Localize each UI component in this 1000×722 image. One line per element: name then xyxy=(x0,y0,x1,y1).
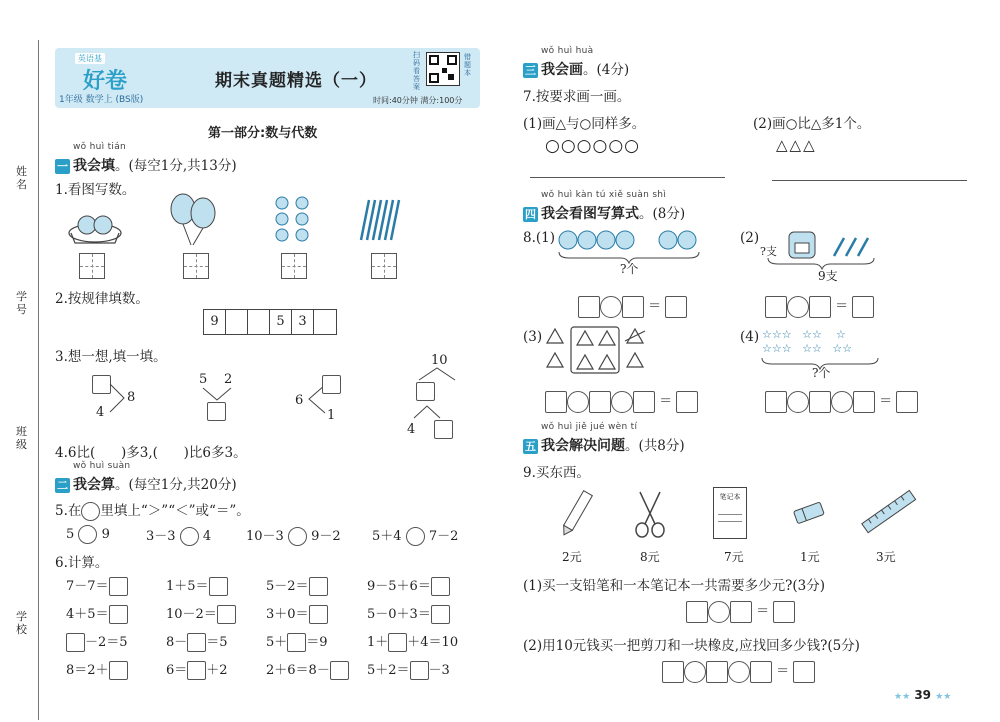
q2-text: 2.按规律填数。 xyxy=(55,291,149,307)
q6-r2-c2: 10－2＝ xyxy=(166,603,236,624)
header-banner xyxy=(55,48,480,108)
q6-answer-box[interactable] xyxy=(66,633,85,652)
binding-line xyxy=(38,40,39,720)
q3-b-box[interactable] xyxy=(207,402,226,421)
price-ruler: 3元 xyxy=(876,550,896,564)
q5-circle-icon xyxy=(81,502,100,521)
eq-circle[interactable] xyxy=(787,391,809,413)
price-eraser: 1元 xyxy=(800,550,820,564)
notebook-icon xyxy=(713,487,747,539)
sec5-heading xyxy=(523,434,685,455)
q7-2-triangles: △△△ xyxy=(776,136,817,154)
q3-b-top2: 2 xyxy=(224,372,233,387)
eq-circle[interactable] xyxy=(708,601,730,623)
q5-item-2: 3－3 4 xyxy=(146,529,212,544)
sec2-pinyin: wǒ huì suàn xyxy=(73,461,131,471)
q7-1-circles: ○○○○○○ xyxy=(545,136,641,156)
q6-r1-c2: 1＋5＝ xyxy=(166,575,228,596)
sec1-heading xyxy=(55,154,237,175)
sec4-num: 四 xyxy=(525,208,536,221)
sec5-note: 。(共8分) xyxy=(625,438,685,454)
eq-circle[interactable] xyxy=(728,661,750,683)
sec1-num: 一 xyxy=(57,160,68,173)
eq-box[interactable] xyxy=(809,391,831,413)
q5-item-4: 5＋4 7－2 xyxy=(372,529,459,544)
q3-a-right: 8 xyxy=(127,390,136,405)
sec3-pinyin: wǒ huì huà xyxy=(541,46,594,56)
q6-answer-box[interactable] xyxy=(388,633,407,652)
q7-2-text: (2)画○比△多1个。 xyxy=(753,116,871,132)
time-info: 时间:40分钟 满分:100分 xyxy=(373,96,463,105)
q8-2-total: 9支 xyxy=(818,269,838,283)
q6-answer-box[interactable] xyxy=(187,661,206,680)
smiley-faces-icon xyxy=(557,228,702,252)
sec4-title: 我会看图写算式 xyxy=(541,206,639,222)
q8-1-question: ?个 xyxy=(620,262,639,276)
q6-answer-box[interactable] xyxy=(187,633,206,652)
q6-answer-box[interactable] xyxy=(410,661,429,680)
q3-c-low: 1 xyxy=(327,408,336,423)
q6-r3-c1: －2＝5 xyxy=(66,631,128,652)
balloons-icon xyxy=(165,193,220,248)
eq-box[interactable] xyxy=(773,601,795,623)
qr-right-label: 错题本 xyxy=(464,53,471,77)
q1-answer-box-2[interactable] xyxy=(183,253,209,279)
eq-box[interactable] xyxy=(665,296,687,318)
eq-box[interactable] xyxy=(686,601,708,623)
eq-box[interactable] xyxy=(793,661,815,683)
q9-1-text: (1)买一支铅笔和一本笔记本一共需要多少元?(3分) xyxy=(523,578,825,594)
star-deco-icon: ★★ xyxy=(894,692,911,702)
star-icon: ☆ xyxy=(835,328,846,341)
q1-answer-box-1[interactable] xyxy=(79,253,105,279)
q6-r3-c4: 1＋ ＋4＝10 xyxy=(367,635,459,650)
buns-basket-icon xyxy=(65,203,125,248)
q6-r4-c3: 2＋6＝8－ xyxy=(266,659,349,680)
eq-circle[interactable] xyxy=(611,391,633,413)
sec5-title: 我会解决问题 xyxy=(541,438,625,454)
eq-circle[interactable] xyxy=(567,391,589,413)
q3-c-left: 6 xyxy=(295,393,304,408)
sec4-note: 。(8分) xyxy=(639,206,686,222)
q3-d-low: 4 xyxy=(407,422,416,437)
eq-box[interactable] xyxy=(706,661,728,683)
q3-a-low: 4 xyxy=(96,405,105,420)
sec2-title: 我会算 xyxy=(73,477,115,493)
grade-label: 1年级 数学上 (BS版) xyxy=(59,95,144,105)
q6-answer-box[interactable] xyxy=(109,577,128,596)
sec3-heading xyxy=(523,58,629,79)
sec2-heading xyxy=(55,473,237,494)
eq-box[interactable] xyxy=(662,661,684,683)
q6-r2-c3: 3＋0＝ xyxy=(266,603,328,624)
backpack-pencils-icon xyxy=(786,226,881,260)
q8-4-label: (4) xyxy=(740,329,760,345)
q6-answer-box[interactable] xyxy=(209,577,228,596)
sec3-title: 我会画 xyxy=(541,62,583,78)
q3-d-branch-low xyxy=(410,404,444,420)
q6-text: 6.计算。 xyxy=(55,555,109,571)
sec1-title: 我会填 xyxy=(73,158,115,174)
q8-3-equation: ＝ xyxy=(545,390,698,413)
q6-answer-box[interactable] xyxy=(330,661,349,680)
eq-box[interactable] xyxy=(730,601,752,623)
qr-left-label: 扫码看答案 xyxy=(413,51,420,91)
star-icon: ☆☆☆ xyxy=(762,328,792,341)
eq-circle[interactable] xyxy=(831,391,853,413)
eq-box[interactable] xyxy=(578,296,600,318)
q6-r4-c2: 6＝ ＋2 xyxy=(166,663,228,678)
name-label: 姓名 xyxy=(16,165,27,191)
ruler-icon xyxy=(860,488,918,536)
q8-4-equation: ＝ xyxy=(765,390,918,413)
price-pencil: 2元 xyxy=(562,550,582,564)
brand-logo: 好卷 xyxy=(83,69,128,94)
pencil-icon xyxy=(558,488,594,540)
eq-circle[interactable] xyxy=(600,296,622,318)
sec3-note: 。(4分) xyxy=(583,62,630,78)
eq-box[interactable] xyxy=(853,391,875,413)
q7-1-text: (1)画△与○同样多。 xyxy=(523,116,646,132)
q2-cell: 3 xyxy=(292,310,314,334)
q3-d-branch-top xyxy=(415,366,459,382)
q6-answer-box[interactable] xyxy=(109,605,128,624)
q6-r4-c4: 5＋2＝ －3 xyxy=(367,663,450,678)
triangles-group-icon xyxy=(545,325,655,375)
eq-circle[interactable] xyxy=(787,296,809,318)
sticks-icon xyxy=(355,196,405,244)
student-id-label: 学号 xyxy=(16,290,27,316)
sec3-num: 三 xyxy=(525,64,536,77)
q5-answer-circle[interactable] xyxy=(180,527,199,546)
eq-box[interactable] xyxy=(676,391,698,413)
star-icon: ☆☆ xyxy=(832,342,853,355)
eq-box[interactable] xyxy=(545,391,567,413)
sec2-num: 二 xyxy=(57,479,68,492)
q3-b-top1: 5 xyxy=(199,372,208,387)
star-icon: ☆☆☆ xyxy=(762,342,792,355)
q9-text: 9.买东西。 xyxy=(523,465,590,481)
qr-code-icon xyxy=(426,52,460,86)
sec4-heading xyxy=(523,202,685,223)
q3-a-branch xyxy=(108,382,128,416)
sec5-pinyin: wǒ huì jiě jué wèn tí xyxy=(541,422,638,432)
eq-box[interactable] xyxy=(809,296,831,318)
q4-text: 4.6比( )多3,( )比6多3。 xyxy=(55,445,247,461)
eq-box[interactable] xyxy=(750,661,772,683)
q1-text: 1.看图写数。 xyxy=(55,182,136,198)
q5-pre: 5.在 xyxy=(55,503,82,519)
q1-answer-box-4[interactable] xyxy=(371,253,397,279)
q5-text xyxy=(55,499,250,521)
flowers-icon xyxy=(270,195,316,245)
q8-2-question: ?支 xyxy=(760,245,777,258)
eq-box[interactable] xyxy=(589,391,611,413)
q3-c-box[interactable] xyxy=(322,375,341,394)
q2-cell[interactable] xyxy=(314,310,336,334)
q6-answer-box[interactable] xyxy=(431,605,450,624)
q2-cell[interactable] xyxy=(248,310,270,334)
q2-cell[interactable] xyxy=(226,310,248,334)
q9-2-equation: ＝ xyxy=(662,660,815,683)
q6-r1-c4: 9－5＋6＝ xyxy=(367,575,450,596)
page-number: ★★ 39 ★★ xyxy=(894,688,952,702)
q8-1-equation: ＝ xyxy=(578,295,687,318)
q3-d-top: 10 xyxy=(431,353,448,368)
q5-answer-circle[interactable] xyxy=(78,525,97,544)
q5-answer-circle[interactable] xyxy=(288,527,307,546)
q3-text: 3.想一想,填一填。 xyxy=(55,349,167,365)
part1-title: 第一部分:数与代数 xyxy=(208,126,318,141)
sec1-pinyin: wǒ huì tián xyxy=(73,142,127,152)
notebook-label: 笔记本 xyxy=(719,493,741,501)
q6-r4-c1: 8＝2＋ xyxy=(66,659,128,680)
q2-cell: 9 xyxy=(204,310,226,334)
q8-4-stars-top xyxy=(762,328,846,341)
q8-2-label: (2) xyxy=(740,230,760,246)
q9-1-equation: ＝ xyxy=(686,600,795,623)
q5-item-1: 5 9 xyxy=(66,527,110,542)
q5-item-3: 10－3 9－2 xyxy=(246,529,341,544)
q3-b-branch xyxy=(200,386,234,402)
q8-2-equation: ＝ xyxy=(765,295,874,318)
q7-1-answer-line[interactable] xyxy=(530,177,725,178)
q7-2-answer-line[interactable] xyxy=(772,180,967,181)
q6-r3-c2: 8－ ＝5 xyxy=(166,635,228,650)
q6-r1-c3: 5－2＝ xyxy=(266,575,328,596)
q5-answer-circle[interactable] xyxy=(406,527,425,546)
eraser-icon xyxy=(792,500,828,526)
star-deco-icon: ★★ xyxy=(935,692,952,702)
eq-box[interactable] xyxy=(765,391,787,413)
eq-box[interactable] xyxy=(852,296,874,318)
q9-2-text: (2)用10元钱买一把剪刀和一块橡皮,应找回多少钱?(5分) xyxy=(523,638,860,654)
q6-answer-box[interactable] xyxy=(109,661,128,680)
q6-answer-box[interactable] xyxy=(309,605,328,624)
star-icon: ☆☆ xyxy=(802,342,822,355)
eq-box[interactable] xyxy=(633,391,655,413)
q6-answer-box[interactable] xyxy=(217,605,236,624)
eq-circle[interactable] xyxy=(684,661,706,683)
school-label: 学校 xyxy=(16,610,27,636)
star-icon: ☆☆ xyxy=(802,328,822,341)
q6-answer-box[interactable] xyxy=(287,633,306,652)
eq-box[interactable] xyxy=(622,296,644,318)
q6-r2-c1: 4＋5＝ xyxy=(66,603,128,624)
brand-top: 英语基 xyxy=(75,53,105,64)
q1-answer-box-3[interactable] xyxy=(281,253,307,279)
q8-3-label: (3) xyxy=(523,329,543,345)
eq-box[interactable] xyxy=(896,391,918,413)
q6-r3-c3: 5＋ ＝9 xyxy=(266,635,328,650)
class-label: 班级 xyxy=(16,425,27,451)
q3-d-box-1[interactable] xyxy=(416,382,435,401)
sec1-note: 。(每空1分,共13分) xyxy=(115,158,237,174)
sec4-pinyin: wǒ huì kàn tú xiě suàn shì xyxy=(541,190,667,200)
q8-4-question: ?个 xyxy=(812,366,831,380)
q8-4-stars-bottom xyxy=(762,342,852,355)
sec2-note: 。(每空1分,共20分) xyxy=(115,477,237,493)
q8-1-label: 8.(1) xyxy=(523,230,556,246)
q2-sequence xyxy=(203,309,337,335)
q5-post: 里填上“＞”“＜”或“＝”。 xyxy=(100,503,250,519)
page-title: 期末真题精选（一） xyxy=(215,71,377,91)
price-scissors: 8元 xyxy=(640,550,660,564)
q6-answer-box[interactable] xyxy=(309,577,328,596)
eq-box[interactable] xyxy=(765,296,787,318)
scissors-icon xyxy=(630,488,670,540)
q6-r1-c1: 7－7＝ xyxy=(66,575,128,596)
sec5-num: 五 xyxy=(525,440,536,453)
price-notebook: 7元 xyxy=(724,550,744,564)
q2-cell: 5 xyxy=(270,310,292,334)
q6-answer-box[interactable] xyxy=(431,577,450,596)
q3-d-box-2[interactable] xyxy=(434,420,453,439)
q6-r2-c4: 5－0＋3＝ xyxy=(367,603,450,624)
q7-text: 7.按要求画一画。 xyxy=(523,89,631,105)
